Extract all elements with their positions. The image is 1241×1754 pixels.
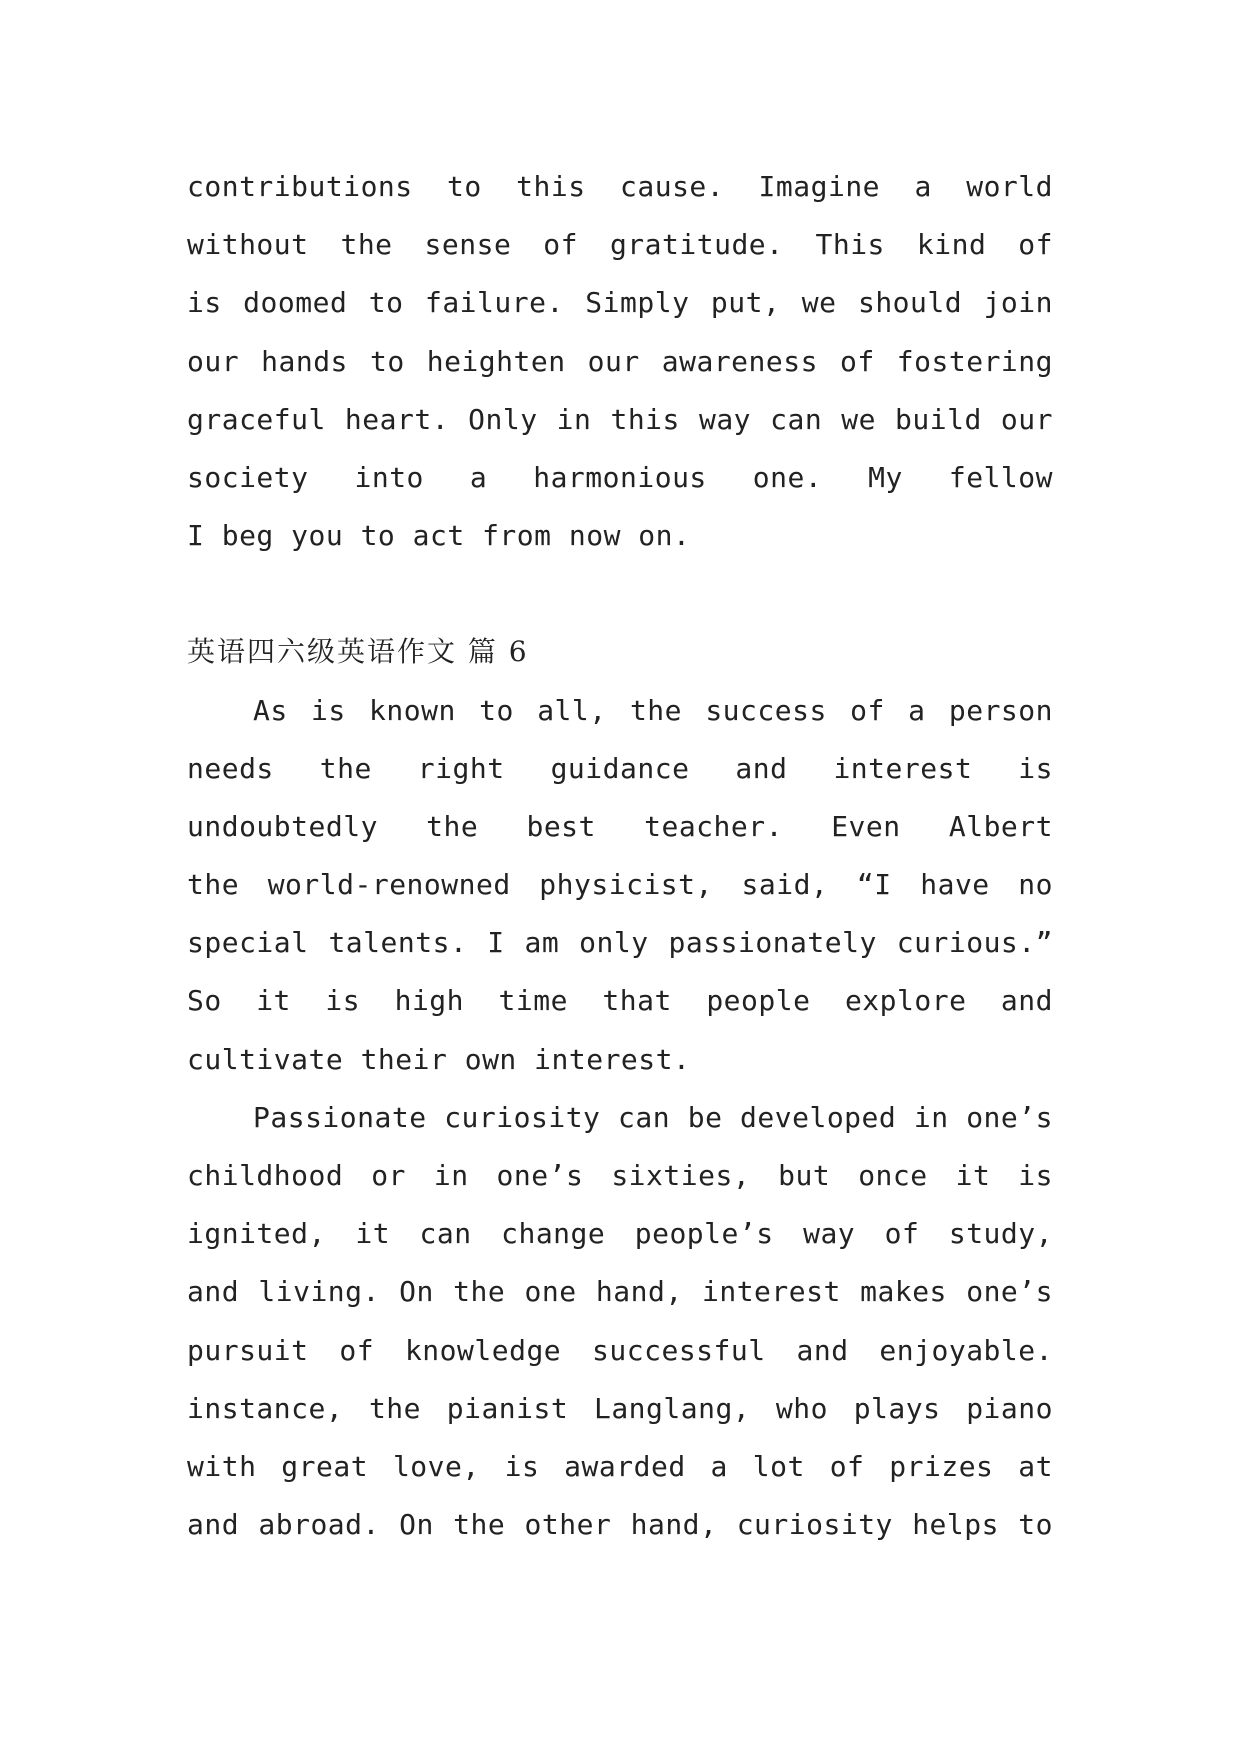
document-page	[187, 158, 1053, 1554]
text-line: So it is high time that people explore and	[187, 984, 1053, 1018]
body-paragraph-2	[187, 1089, 1053, 1555]
text-line: needs the right guidance and interest is	[187, 751, 1053, 785]
text-line: our hands to heighten our awareness of fostering	[187, 344, 1053, 378]
text-line: contributions to this cause. Imagine a world	[187, 170, 1053, 203]
text-line: with great love, is awarded a lot of prizes at	[187, 1449, 1053, 1483]
section-heading: 英语四六级英语作文 篇 6	[187, 635, 529, 669]
text-line: Passionate curiosity can be developed in one’s	[253, 1100, 1053, 1134]
intro-paragraph	[187, 158, 1053, 565]
text-line: special talents. I am only passionately curious.”	[187, 926, 1053, 960]
text-line: is doomed to failure. Simply put, we should join	[187, 286, 1053, 320]
text-line: the world-renowned physicist, said, “I have no	[187, 868, 1053, 902]
text-line: without the sense of gratitude. This kind of	[187, 228, 1053, 262]
text-line: and abroad. On the other hand, curiosity helps to	[187, 1508, 1053, 1542]
text-line: pursuit of knowledge successful and enjoyable.	[187, 1333, 1053, 1367]
text-line: society into a harmonious one. My fellow	[187, 460, 1053, 494]
body-paragraph-1	[187, 682, 1053, 1089]
text-line: cultivate their own interest.	[187, 1042, 691, 1076]
text-line: As is known to all, the success of a person	[253, 693, 1053, 727]
text-line: childhood or in one’s sixties, but once it is	[187, 1159, 1053, 1192]
text-line: I beg you to act from now on.	[187, 519, 691, 553]
text-line: instance, the pianist Langlang, who plays piano	[187, 1391, 1053, 1425]
text-line: graceful heart. Only in this way can we build our	[187, 402, 1053, 436]
text-line: undoubtedly the best teacher. Even Albert	[187, 809, 1053, 843]
paragraph-spacer	[187, 565, 1053, 623]
text-line: and living. On the one hand, interest makes one’s	[187, 1275, 1053, 1309]
text-line: ignited, it can change people’s way of study,	[187, 1217, 1053, 1251]
